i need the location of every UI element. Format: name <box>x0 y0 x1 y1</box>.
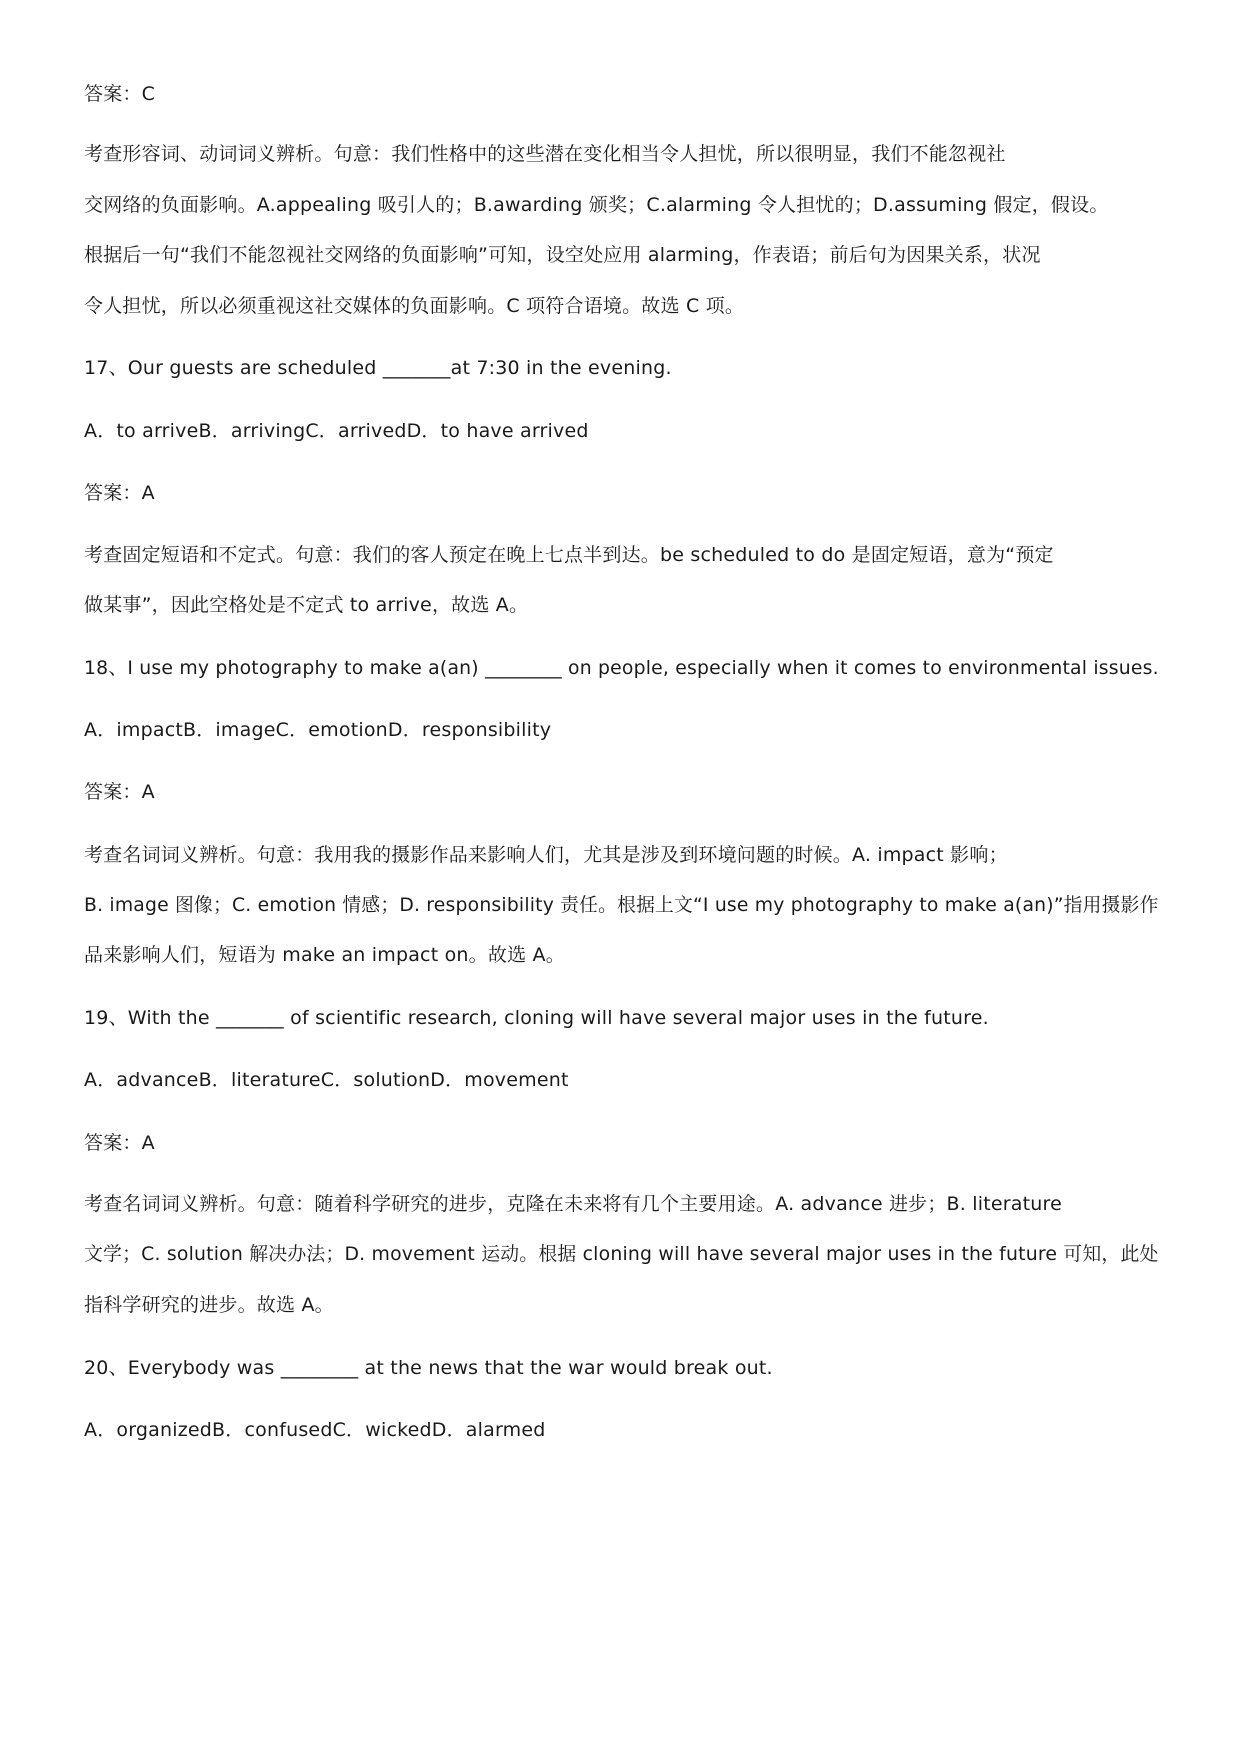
explanation-18-line-3: 品来影响人们，短语为 make an impact on。故选 A。 <box>84 944 565 966</box>
options-20: A．organizedB．confusedC．wickedD．alarmed <box>84 1419 546 1441</box>
explanation-18-line-2: B. image 图像；C. emotion 情感；D. responsibility 责任。根据上文“I use my photography to make a(an)”指用摄影作 <box>84 894 1159 916</box>
question-18: 18、I use my photography to make a(an) ________ on people, especially when it comes to environmental issues. <box>84 657 1159 679</box>
question-20: 20、Everybody was ________ at the news that the war would break out. <box>84 1357 773 1379</box>
explanation-19-line-3: 指科学研究的进步。故选 A。 <box>84 1294 334 1316</box>
explanation-16-line-1: 考查形容词、动词词义辨析。句意：我们性格中的这些潜在变化相当令人担忧，所以很明显，我们不能忽视社 <box>84 143 1006 165</box>
explanation-16-line-4: 令人担忧，所以必须重视这社交媒体的负面影响。C 项符合语境。故选 C 项。 <box>84 295 745 317</box>
options-19: A．advanceB．literatureC．solutionD．movement <box>84 1069 569 1091</box>
explanation-17-line-1: 考查固定短语和不定式。句意：我们的客人预定在晚上七点半到达。be scheduled to do 是固定短语，意为“预定 <box>84 544 1054 566</box>
answer-16: 答案：C <box>84 83 156 105</box>
answer-17: 答案：A <box>84 482 155 504</box>
answer-19: 答案：A <box>84 1132 155 1154</box>
options-17: A．to arriveB．arrivingC．arrivedD．to have arrived <box>84 420 589 442</box>
explanation-18-line-1: 考查名词词义辨析。句意：我用我的摄影作品来影响人们，尤其是涉及到环境问题的时候。A. impact 影响； <box>84 844 1008 866</box>
options-18: A．impactB．imageC．emotionD．responsibility <box>84 719 552 741</box>
explanation-17-line-2: 做某事”，因此空格处是不定式 to arrive，故选 A。 <box>84 594 529 616</box>
explanation-19-line-2: 文学；C. solution 解决办法；D. movement 运动。根据 cloning will have several major uses in the future 可知，此处 <box>84 1243 1159 1265</box>
explanation-19-line-1: 考查名词词义辨析。句意：随着科学研究的进步，克隆在未来将有几个主要用途。A. advance 进步；B. literature <box>84 1193 1062 1215</box>
question-17: 17、Our guests are scheduled _______at 7:30 in the evening. <box>84 357 672 379</box>
question-19: 19、With the _______ of scientific research, cloning will have several major uses in the future. <box>84 1007 989 1029</box>
answer-18: 答案：A <box>84 781 155 803</box>
explanation-16-line-3: 根据后一句“我们不能忽视社交网络的负面影响”可知，设空处应用 alarming，作表语；前后句为因果关系，状况 <box>84 244 1041 266</box>
explanation-16-line-2: 交网络的负面影响。A.appealing 吸引人的；B.awarding 颁奖；C.alarming 令人担忧的；D.assuming 假定，假设。 <box>84 194 1109 216</box>
